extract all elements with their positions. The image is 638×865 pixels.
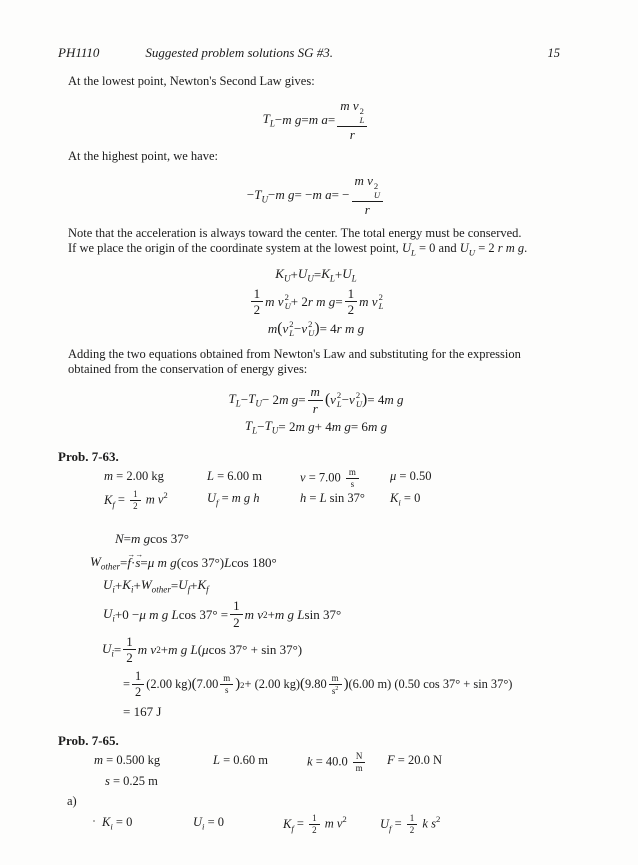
given-value: L = 0.60 m: [213, 753, 268, 768]
equation-tension-2: $T_L$ − $T_U$ = 2 m g + 4 m g = 6 m g: [244, 418, 388, 437]
paragraph-note: Note that the acceleration is always toward the center. The total energy must be conserved. If we place the origin of the coordinate system at the lowest point, $U_L = 0$ and $U_U = 2$ r m g.: [68, 225, 528, 258]
equation-newton-highest: − $T_U$ − m g = − m a = − m v 2 U r: [58, 174, 574, 217]
equation-energy-1: $K_U$ + $U_U$ = $K_L$ + $U_L$: [275, 265, 357, 284]
document-title: Suggested problem solutions SG #3.: [145, 45, 334, 60]
given-value: L = 6.00 m: [207, 469, 262, 484]
given-value: k = 40.0 $\frac{N}{m}$: [307, 752, 387, 773]
problem-heading-7-65: Prob. 7-65.: [58, 733, 119, 749]
equation-tension-1: $T_L$ − $T_U$ − 2 m g = m r ( v 2 L − v 2 U ) = 4 m g: [228, 383, 404, 416]
work-line: $U_i$ +0 − μ m g L cos 37° = 1 2 m v 2 + m g L sin 37°: [103, 598, 342, 631]
given-value: $K_f$ = $\frac{1}{2}$ m $v^2$: [104, 489, 168, 512]
part-a-equations: [102, 814, 574, 835]
paragraph-lowest-point: At the lowest point, Newton's Second Law gives:: [68, 74, 315, 88]
work-line: N = m g cos 37°: [115, 531, 189, 547]
given-value: m = 0.500 kg: [94, 753, 161, 768]
work-line: = 167 J: [123, 704, 162, 720]
solution-work-7-63: [58, 531, 574, 720]
course-code: PH1110: [58, 45, 100, 60]
scan-speck: [93, 820, 95, 822]
givens-row: [94, 752, 574, 773]
paragraph-adding: Adding the two equations obtained from Newton's Law and substituting for the expression obtained from the conservation of energy gives:: [68, 346, 521, 377]
givens-row: [104, 490, 574, 511]
given-value: s = 0.25 m: [105, 774, 158, 789]
part-label-a: a): [67, 794, 77, 809]
given-value: m = 2.00 kg: [104, 469, 164, 484]
page-header: [58, 46, 574, 60]
equation-term: $U_f$ = $\frac{1}{2}$ k $s^2$: [380, 813, 441, 836]
given-value: F = 20.0 N: [387, 753, 442, 768]
work-line: $U_i$ + $K_i$ + $W_{other}$ = $U_f$ + $K_f$: [103, 576, 209, 595]
work-line: $W_{other}$ = f → · s → = μ m g (cos 37°) L cos 180°: [90, 554, 574, 572]
tension-result-equations: [58, 385, 574, 436]
equation-term: $K_f$ = $\frac{1}{2}$ m $v^2$: [283, 813, 347, 836]
work-line: $U_i$ = 1 2 m v 2 + m g L ( μ cos 37° + sin 37°): [102, 633, 303, 666]
paragraph-highest-point: At the highest point, we have:: [68, 149, 218, 164]
given-value: $K_i = 0$: [390, 491, 421, 508]
equation-energy-3: m ( v 2 L − v 2 U ) = 4 r m g: [267, 318, 365, 338]
given-value: $U_f = m$ g h: [207, 491, 260, 508]
given-value: v = 7.00 $\frac{m}{s}$: [300, 468, 390, 489]
energy-conservation-equations: [58, 266, 574, 338]
equation-term: $U_i = 0$: [193, 815, 225, 832]
given-value: h = L sin 37°: [300, 491, 365, 506]
equation-energy-2: 1 2 m v 2 U + 2 r m g = 1 2 m v 2 L: [249, 287, 384, 317]
equation-newton-lowest: $T_L$ − m g = m a = m v 2 L r: [58, 99, 574, 142]
givens-row: [104, 468, 574, 489]
work-line: = 1 2 (2.00 kg) ( 7.00 m s ) 2 + (2.00 kg) ( 9.80 m $s^2$ ) (6.00 m) (0.50 cos 37° + sin 37°): [123, 669, 513, 700]
problem-heading-7-63: Prob. 7-63.: [58, 449, 119, 465]
given-value: μ = 0.50: [390, 469, 432, 484]
equation-term: $K_i = 0$: [102, 815, 133, 832]
page-number: 15: [547, 46, 560, 60]
